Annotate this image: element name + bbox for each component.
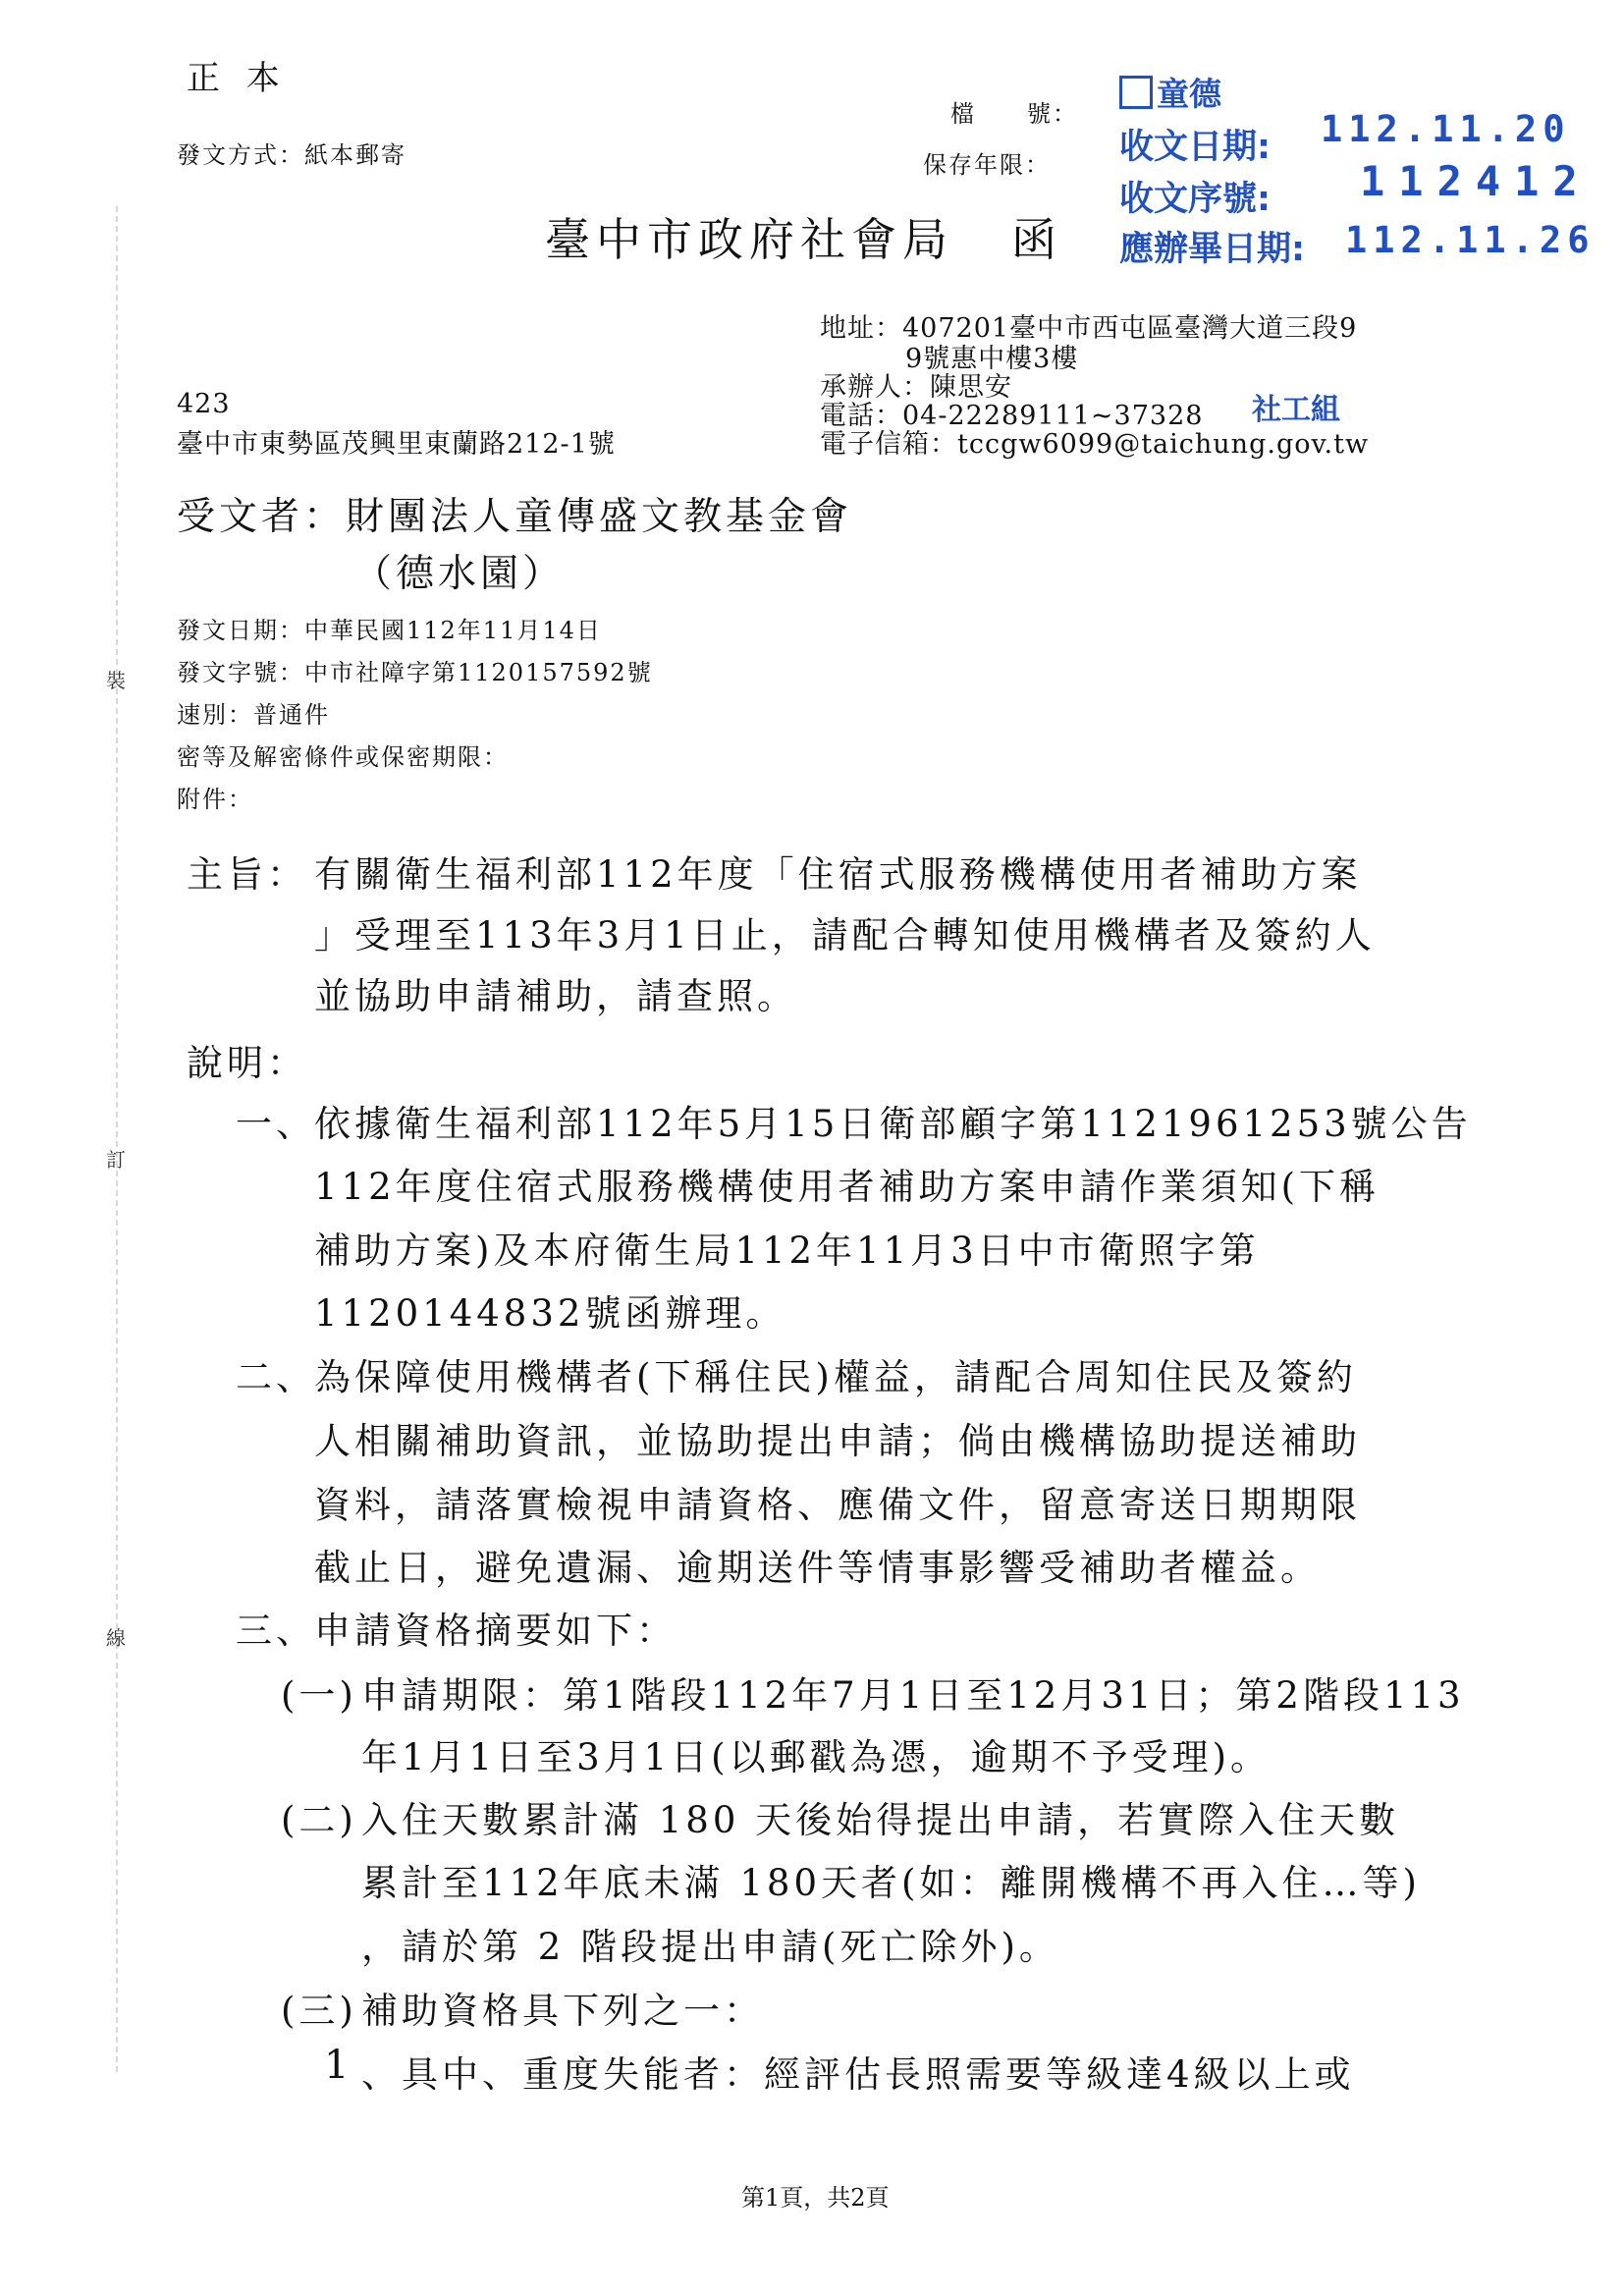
send-method: 發文方式：紙本郵寄 [177,141,406,169]
receipt-no: 112412 [1360,157,1592,205]
item1-line: 112年度住宿式服務機構使用者補助方案申請作業須知(下稱 [314,1166,1380,1208]
item2-line: 人相關補助資訊，並協助提出申請；倘由機構協助提送補助 [314,1420,1361,1462]
item2-line: 為保障使用機構者(下稱住民)權益，請配合周知住民及簽約 [314,1356,1357,1398]
doc-number: 發文字號：中市社障字第1120157592號 [177,659,653,686]
recipient-address: 臺中市東勢區茂興里東蘭路212-1號 [177,429,616,460]
addressee-line1: 受文者：財團法人童傳盛文教基金會 [177,495,853,539]
binding-mark-zhuang: 裝 [106,669,126,692]
copy-type: 正 本 [187,59,288,98]
sub3-marker: (三) [281,1990,357,2032]
sub2-line: 入住天數累計滿 180 天後始得提出申請，若實際入住天數 [361,1799,1400,1841]
agency-title: 臺中市政府社會局 [545,213,953,266]
point1-marker: 1 [324,2043,353,2088]
binding-mark-xian: 線 [106,1626,126,1650]
item2-marker: 二、 [236,1356,316,1398]
sender-address-line1: 地址：407201臺中市西屯區臺灣大道三段9 [820,313,1358,344]
subject-line: 並協助申請補助，請查照。 [314,975,797,1017]
item2-line: 截止日，避免遺漏、逾期送件等情事影響受補助者權益。 [314,1547,1321,1589]
checkbox-square-icon [1119,76,1153,109]
receipt-stamp-org: 童德 [1119,69,1221,115]
sub1-line: 申請期限：第1階段112年7月1日至12月31日；第2階段113 [361,1674,1465,1717]
receipt-no-label: 收文序號: [1119,180,1271,219]
receipt-date-label: 收文日期: [1119,128,1271,167]
item1-line: 補助方案)及本府衛生局112年11月3日中市衛照字第 [314,1229,1260,1272]
point1-text: 、具中、重度失能者：經評估長照需要等級達4級以上或 [361,2053,1355,2096]
due-date: 112.11.26 [1345,219,1596,261]
recipient-postcode: 423 [177,389,231,419]
sender-handler: 承辦人：陳思安 [820,372,1012,403]
addressee-line2: （德水園） [353,552,566,596]
secrecy: 密等及解密條件或保密期限： [177,743,509,771]
sub1-marker: (一) [281,1674,357,1717]
explanation-label: 說明： [187,1042,307,1084]
receipt-date: 112.11.20 [1321,108,1571,150]
item1-line: 1120144832號函辦理。 [314,1292,786,1335]
sub2-line: ，請於第 2 階段提出申請(死亡除外)。 [361,1926,1059,1968]
subject-line: 」受理至113年3月1日止，請配合轉知使用機構者及簽約人 [314,914,1376,956]
due-date-label: 應辦畢日期: [1119,230,1305,269]
binding-line [116,206,120,2072]
item1-line: 依據衛生福利部112年5月15日衛部顧字第1121961253號公告 [314,1103,1472,1145]
item1-marker: 一、 [236,1103,316,1145]
issue-date: 發文日期：中華民國112年11月14日 [177,617,602,644]
retention-label: 保存年限： [923,151,1051,179]
sub1-line: 年1月1日至3月1日(以郵戳為憑，逾期不予受理)。 [361,1736,1272,1778]
sub2-marker: (二) [281,1799,357,1841]
attachment: 附件： [177,786,253,813]
file-no-label: 檔 號： [950,100,1078,128]
item2-line: 資料，請落實檢視申請資格、應備文件，留意寄送日期期限 [314,1484,1361,1526]
item3-marker: 三、 [236,1610,316,1652]
page-number: 第1頁，共2頁 [741,2184,890,2212]
sender-phone: 電話：04-22289111~37328 [820,401,1204,431]
item3-title: 申請資格摘要如下： [314,1610,677,1652]
subject-label: 主旨： [187,853,307,896]
doc-kind: 函 [1011,213,1056,266]
sub3-title: 補助資格具下列之一： [361,1990,764,2032]
speed: 速別：普通件 [177,701,330,729]
sender-email: 電子信箱：tccgw6099@taichung.gov.tw [820,429,1370,460]
subject-line: 有關衛生福利部112年度「住宿式服務機構使用者補助方案 [314,853,1362,896]
binding-mark-ding: 訂 [106,1148,126,1172]
sender-address-line2: 9號惠中樓3樓 [905,344,1079,374]
sub2-line: 累計至112年底未滿 180天者(如：離開機構不再入住…等) [361,1862,1421,1904]
unit-stamp: 社工組 [1252,393,1340,427]
